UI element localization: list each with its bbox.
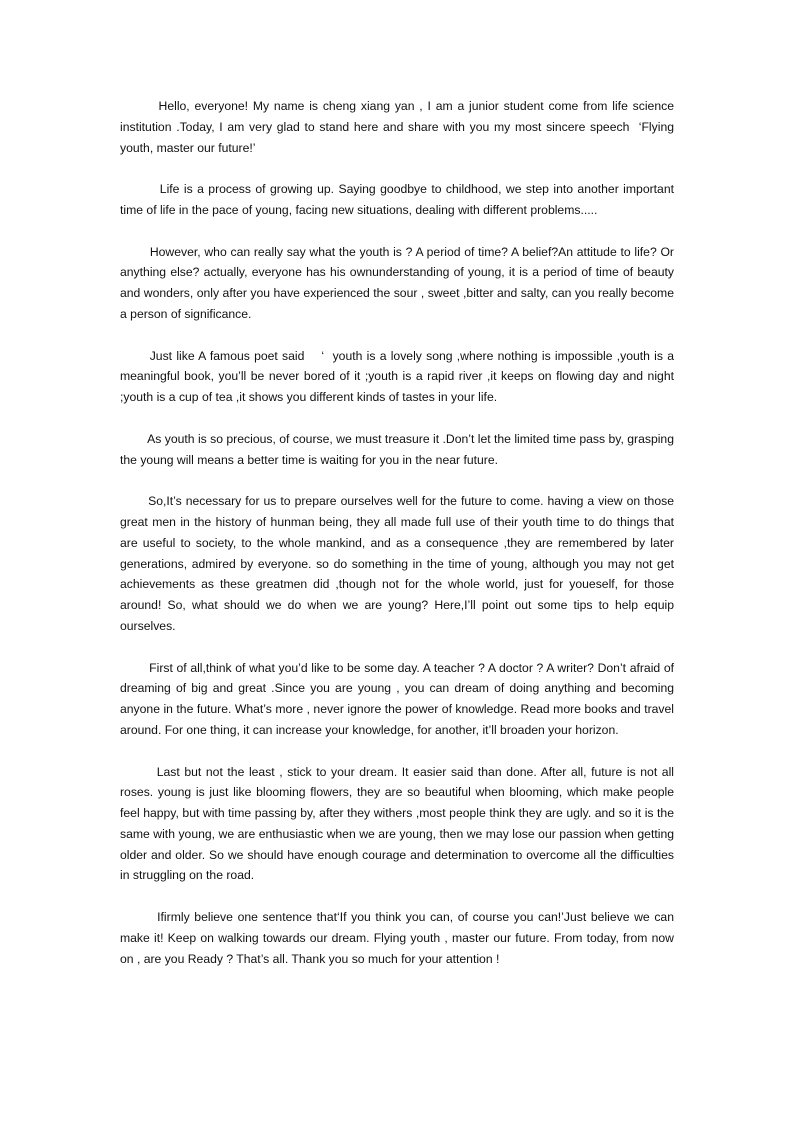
paragraph-spacer: [120, 158, 674, 179]
paragraph-first-of-all: First of all,think of what you’d like to be some day. A teacher ? A doctor ? A writer? Don’t afraid of dreaming of big and great .Since you are young , you can dream of doing anything and becoming anyone in the future. What’s more , never ignore the power of knowledge. Read more books and travel around. For one thing, it can increase your knowledge, for another, it’ll broaden your horizon.: [120, 660, 674, 737]
paragraph-what-is-youth: However, who can really say what the youth is ? A period of time? A belief?An attitude to life? Or anything else? actually, everyone has his ownunderstanding of young, it is a period of time of beauty and wonders, only after you have experienced the sour , sweet ,bitter and salty, can you really become a person of significance.: [120, 244, 674, 321]
paragraph-last-but-not-least: Last but not the least , stick to your dream. It easier said than done. After all, future is not all roses. young is just like blooming flowers, they are so beautiful when blooming, which make people feel happy, but with time passing by, after they withers ,most people think they are ugly. and so it is the same with young, we are enthusiastic when we are young, then we may lose our passion when getting older and older. So we should have enough courage and determination to overcome all the difficulties in struggling on the road.: [120, 764, 674, 883]
paragraph-poet-quote: Just like A famous poet said ‘ youth is a lovely song ,where nothing is impossible ,youth is a meaningful book, you’ll be never bored of it ;youth is a rapid river ,it keeps on flowing day and night ;youth is a cup of tea ,it shows you different kinds of tastes in your life.: [120, 348, 674, 405]
paragraph-closing: Ifirmly believe one sentence that‘If you think you can, of course you can!’Just believe we can make it! Keep on walking towards our dream. Flying youth , master our future. From today, from now on , are you Ready ? That’s all. Thank you so much for your attention !: [120, 910, 674, 966]
paragraph-spacer: [120, 325, 674, 346]
paragraph-greeting: Hello, everyone! My name is cheng xiang yan , I am a junior student come from life science institution .Today, I am very glad to stand here and share with you my most sincere speech ‘Flying youth, master our future!’: [120, 99, 674, 155]
paragraph-spacer: [120, 741, 674, 762]
paragraph-spacer: [120, 408, 674, 429]
paragraph-life-process: Life is a process of growing up. Saying goodbye to childhood, we step into another important time of life in the pace of young, facing new situations, dealing with different problems.....: [120, 182, 674, 217]
paragraph-spacer: [120, 886, 674, 907]
paragraph-prepare-ourselves: So,It’s necessary for us to prepare ourselves well for the future to come. having a view on those great men in the history of hunman being, they all made full use of their youth time to do things that are useful to society, to the whole mankind, and as a consequence ,they are remembered by later generations, admired by everyone. so do something in the time of young, although you may not get achievements as these greatmen did ,though not for the whole world, just for youeself, for those around! So, what should we do when we are young? Here,I’ll point out some tips to help equip ourselves.: [120, 494, 674, 633]
paragraph-treasure-youth: As youth is so precious, of course, we must treasure it .Don’t let the limited time pass by, grasping the young will means a better time is waiting for you in the near future.: [120, 431, 674, 467]
paragraph-spacer: [120, 221, 674, 242]
paragraph-spacer: [120, 637, 674, 658]
paragraph-spacer: [120, 470, 674, 491]
speech-body: [120, 96, 674, 969]
